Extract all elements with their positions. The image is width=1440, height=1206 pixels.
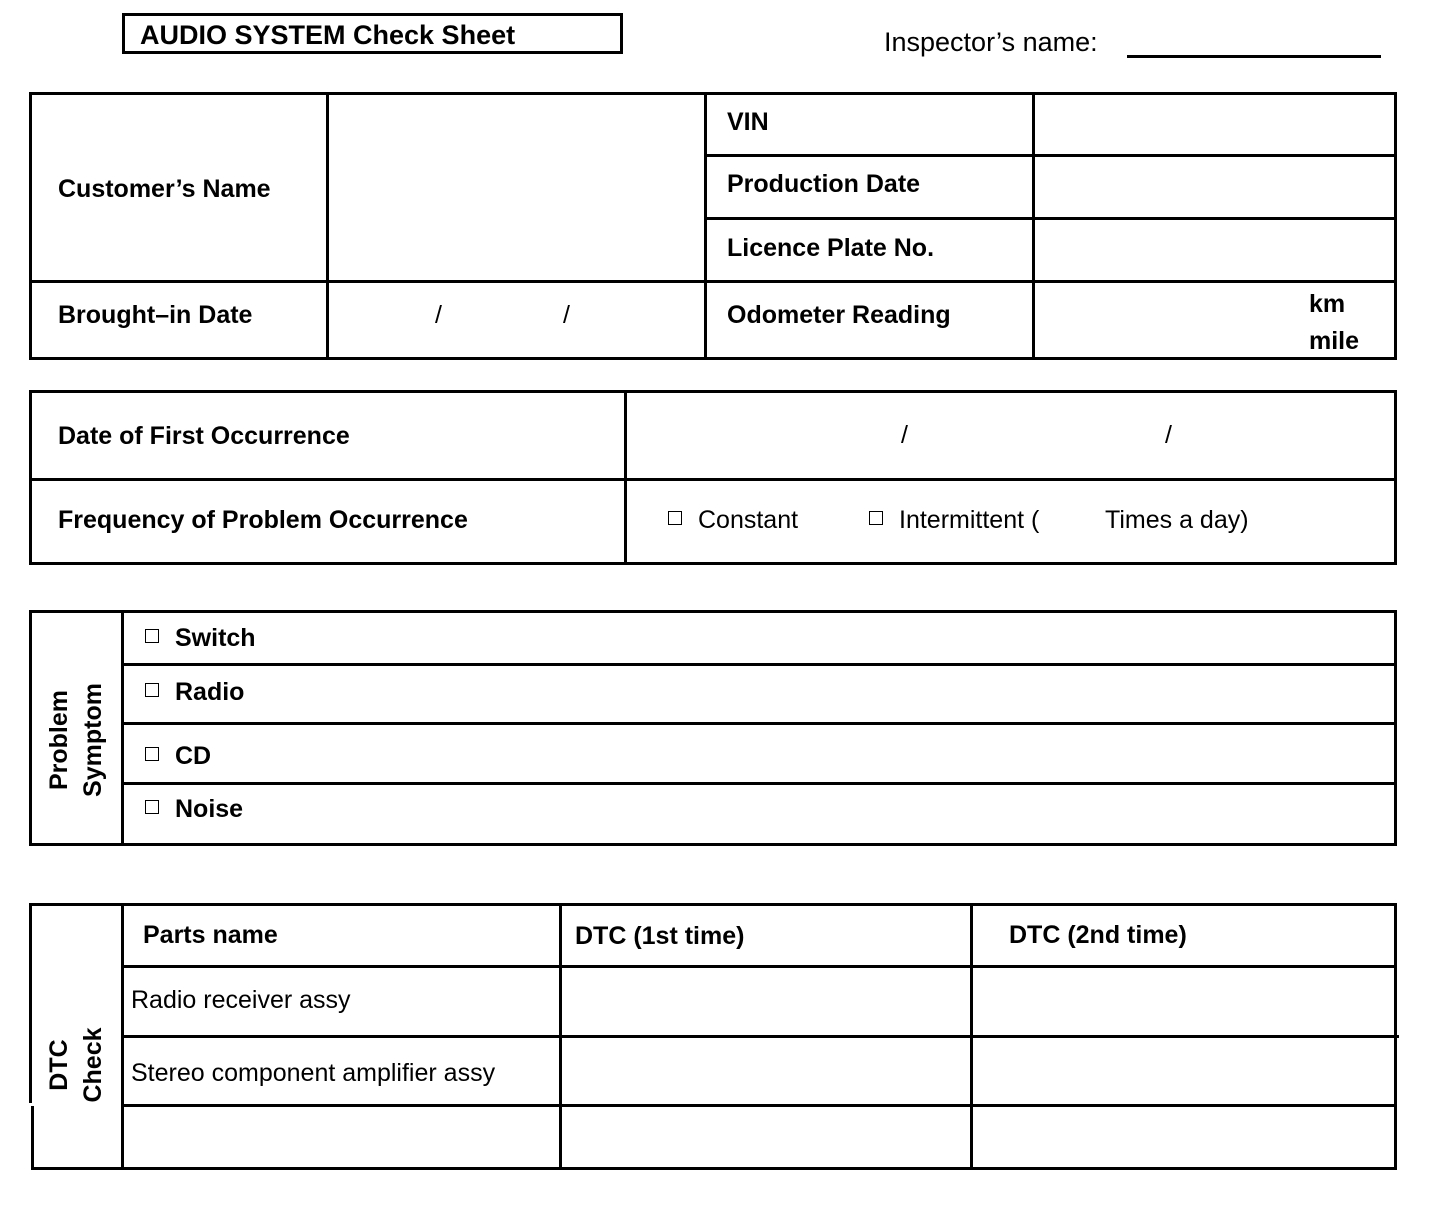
table-border-bottom [29, 843, 1397, 846]
inspector-name-field[interactable] [1127, 55, 1381, 58]
part-name-cell: Stereo component amplifier assy [131, 1059, 496, 1087]
col-divider [1032, 92, 1035, 360]
col-divider [31, 1106, 34, 1170]
col-divider [29, 92, 32, 360]
dtc-2nd-field[interactable] [976, 971, 1390, 1033]
col-divider [29, 903, 32, 1103]
brought-in-date-label: Brought–in Date [58, 301, 253, 329]
symptom-radio[interactable] [145, 680, 244, 705]
row-divider [122, 722, 1397, 725]
side-label-line: Check [79, 1027, 107, 1103]
table-border-top [29, 903, 1397, 906]
col-divider [121, 610, 124, 846]
row-divider [122, 663, 1397, 666]
symptom-label: Noise [175, 795, 244, 823]
row-divider [705, 154, 1397, 157]
checkbox[interactable] [145, 683, 159, 697]
customer-name-label: Customer’s Name [58, 175, 271, 203]
symptom-label: Radio [175, 678, 245, 706]
dtc-1st-field[interactable] [565, 1110, 966, 1165]
col-divider [121, 903, 124, 1170]
checkbox[interactable] [145, 629, 159, 643]
row-divider [29, 280, 1397, 283]
production-date-label: Production Date [727, 170, 921, 198]
unit-km: km [1309, 290, 1346, 318]
col-divider [1394, 390, 1397, 565]
col-divider [326, 92, 329, 360]
side-label-line: Symptom [79, 683, 107, 797]
col-divider [704, 92, 707, 360]
part-name-cell: Radio receiver assy [131, 986, 351, 1014]
side-label-line: DTC [45, 1039, 73, 1091]
checkbox[interactable] [869, 511, 883, 525]
date-separator: / [563, 301, 570, 329]
intermittent-option[interactable] [869, 508, 1039, 533]
symptom-cd[interactable] [145, 744, 211, 769]
vin-label: VIN [727, 108, 769, 136]
first-occurrence-label: Date of First Occurrence [58, 422, 350, 450]
problem-symptom-side-label [42, 662, 110, 818]
table-border-bottom [29, 562, 1397, 565]
checkbox[interactable] [145, 800, 159, 814]
constant-label: Constant [698, 506, 799, 534]
dtc-1st-field[interactable] [565, 971, 966, 1033]
inspector-name-label: Inspector’s name: [884, 27, 1098, 57]
date-separator: / [1165, 421, 1172, 449]
odometer-label: Odometer Reading [727, 301, 951, 329]
table-border-top [29, 610, 1397, 613]
dtc-2nd-field[interactable] [976, 1041, 1390, 1102]
date-separator: / [901, 421, 908, 449]
col-divider [29, 390, 32, 565]
header-parts-name: Parts name [143, 921, 278, 949]
col-divider [1394, 610, 1397, 846]
date-separator: / [435, 301, 442, 329]
sheet-title: AUDIO SYSTEM Check Sheet [140, 20, 516, 50]
col-divider [559, 903, 562, 1170]
row-divider [122, 1104, 1397, 1107]
row-divider [705, 217, 1397, 220]
header-dtc-1st: DTC (1st time) [575, 922, 745, 950]
table-border-bottom [31, 1167, 1397, 1170]
table-border-top [29, 390, 1397, 393]
symptom-label: Switch [175, 624, 256, 652]
row-divider [29, 478, 1397, 481]
dtc-check-side-label [42, 1009, 110, 1121]
checkbox[interactable] [145, 747, 159, 761]
frequency-label: Frequency of Problem Occurrence [58, 506, 468, 534]
row-divider [122, 965, 1397, 968]
times-a-day-label: Times a day) [1105, 506, 1249, 534]
row-divider [122, 1035, 1399, 1038]
customer-name-field[interactable] [332, 98, 701, 278]
unit-mile: mile [1309, 327, 1360, 355]
production-date-field[interactable] [1038, 160, 1391, 214]
dtc-2nd-field[interactable] [976, 1110, 1390, 1165]
col-divider [1394, 92, 1397, 360]
symptom-noise[interactable] [145, 797, 243, 822]
brought-in-date-field[interactable] [332, 286, 701, 354]
symptom-label: CD [175, 742, 212, 770]
licence-plate-field[interactable] [1038, 223, 1391, 277]
col-divider [1394, 903, 1397, 1170]
col-divider [624, 390, 627, 565]
first-occurrence-date-field[interactable] [630, 396, 1390, 476]
intermittent-label: Intermittent ( [899, 506, 1040, 534]
row-divider [122, 782, 1397, 785]
dtc-1st-field[interactable] [565, 1041, 966, 1102]
licence-plate-label: Licence Plate No. [727, 234, 935, 262]
checkbox[interactable] [668, 511, 682, 525]
col-divider [29, 610, 32, 846]
table-border-bottom [29, 357, 1397, 360]
vin-field[interactable] [1038, 98, 1391, 152]
col-divider [970, 903, 973, 1170]
side-label-line: Problem [45, 689, 73, 791]
constant-option[interactable] [668, 508, 798, 533]
table-border-top [29, 92, 1397, 95]
symptom-switch[interactable] [145, 626, 256, 651]
header-dtc-2nd: DTC (2nd time) [1009, 921, 1187, 949]
